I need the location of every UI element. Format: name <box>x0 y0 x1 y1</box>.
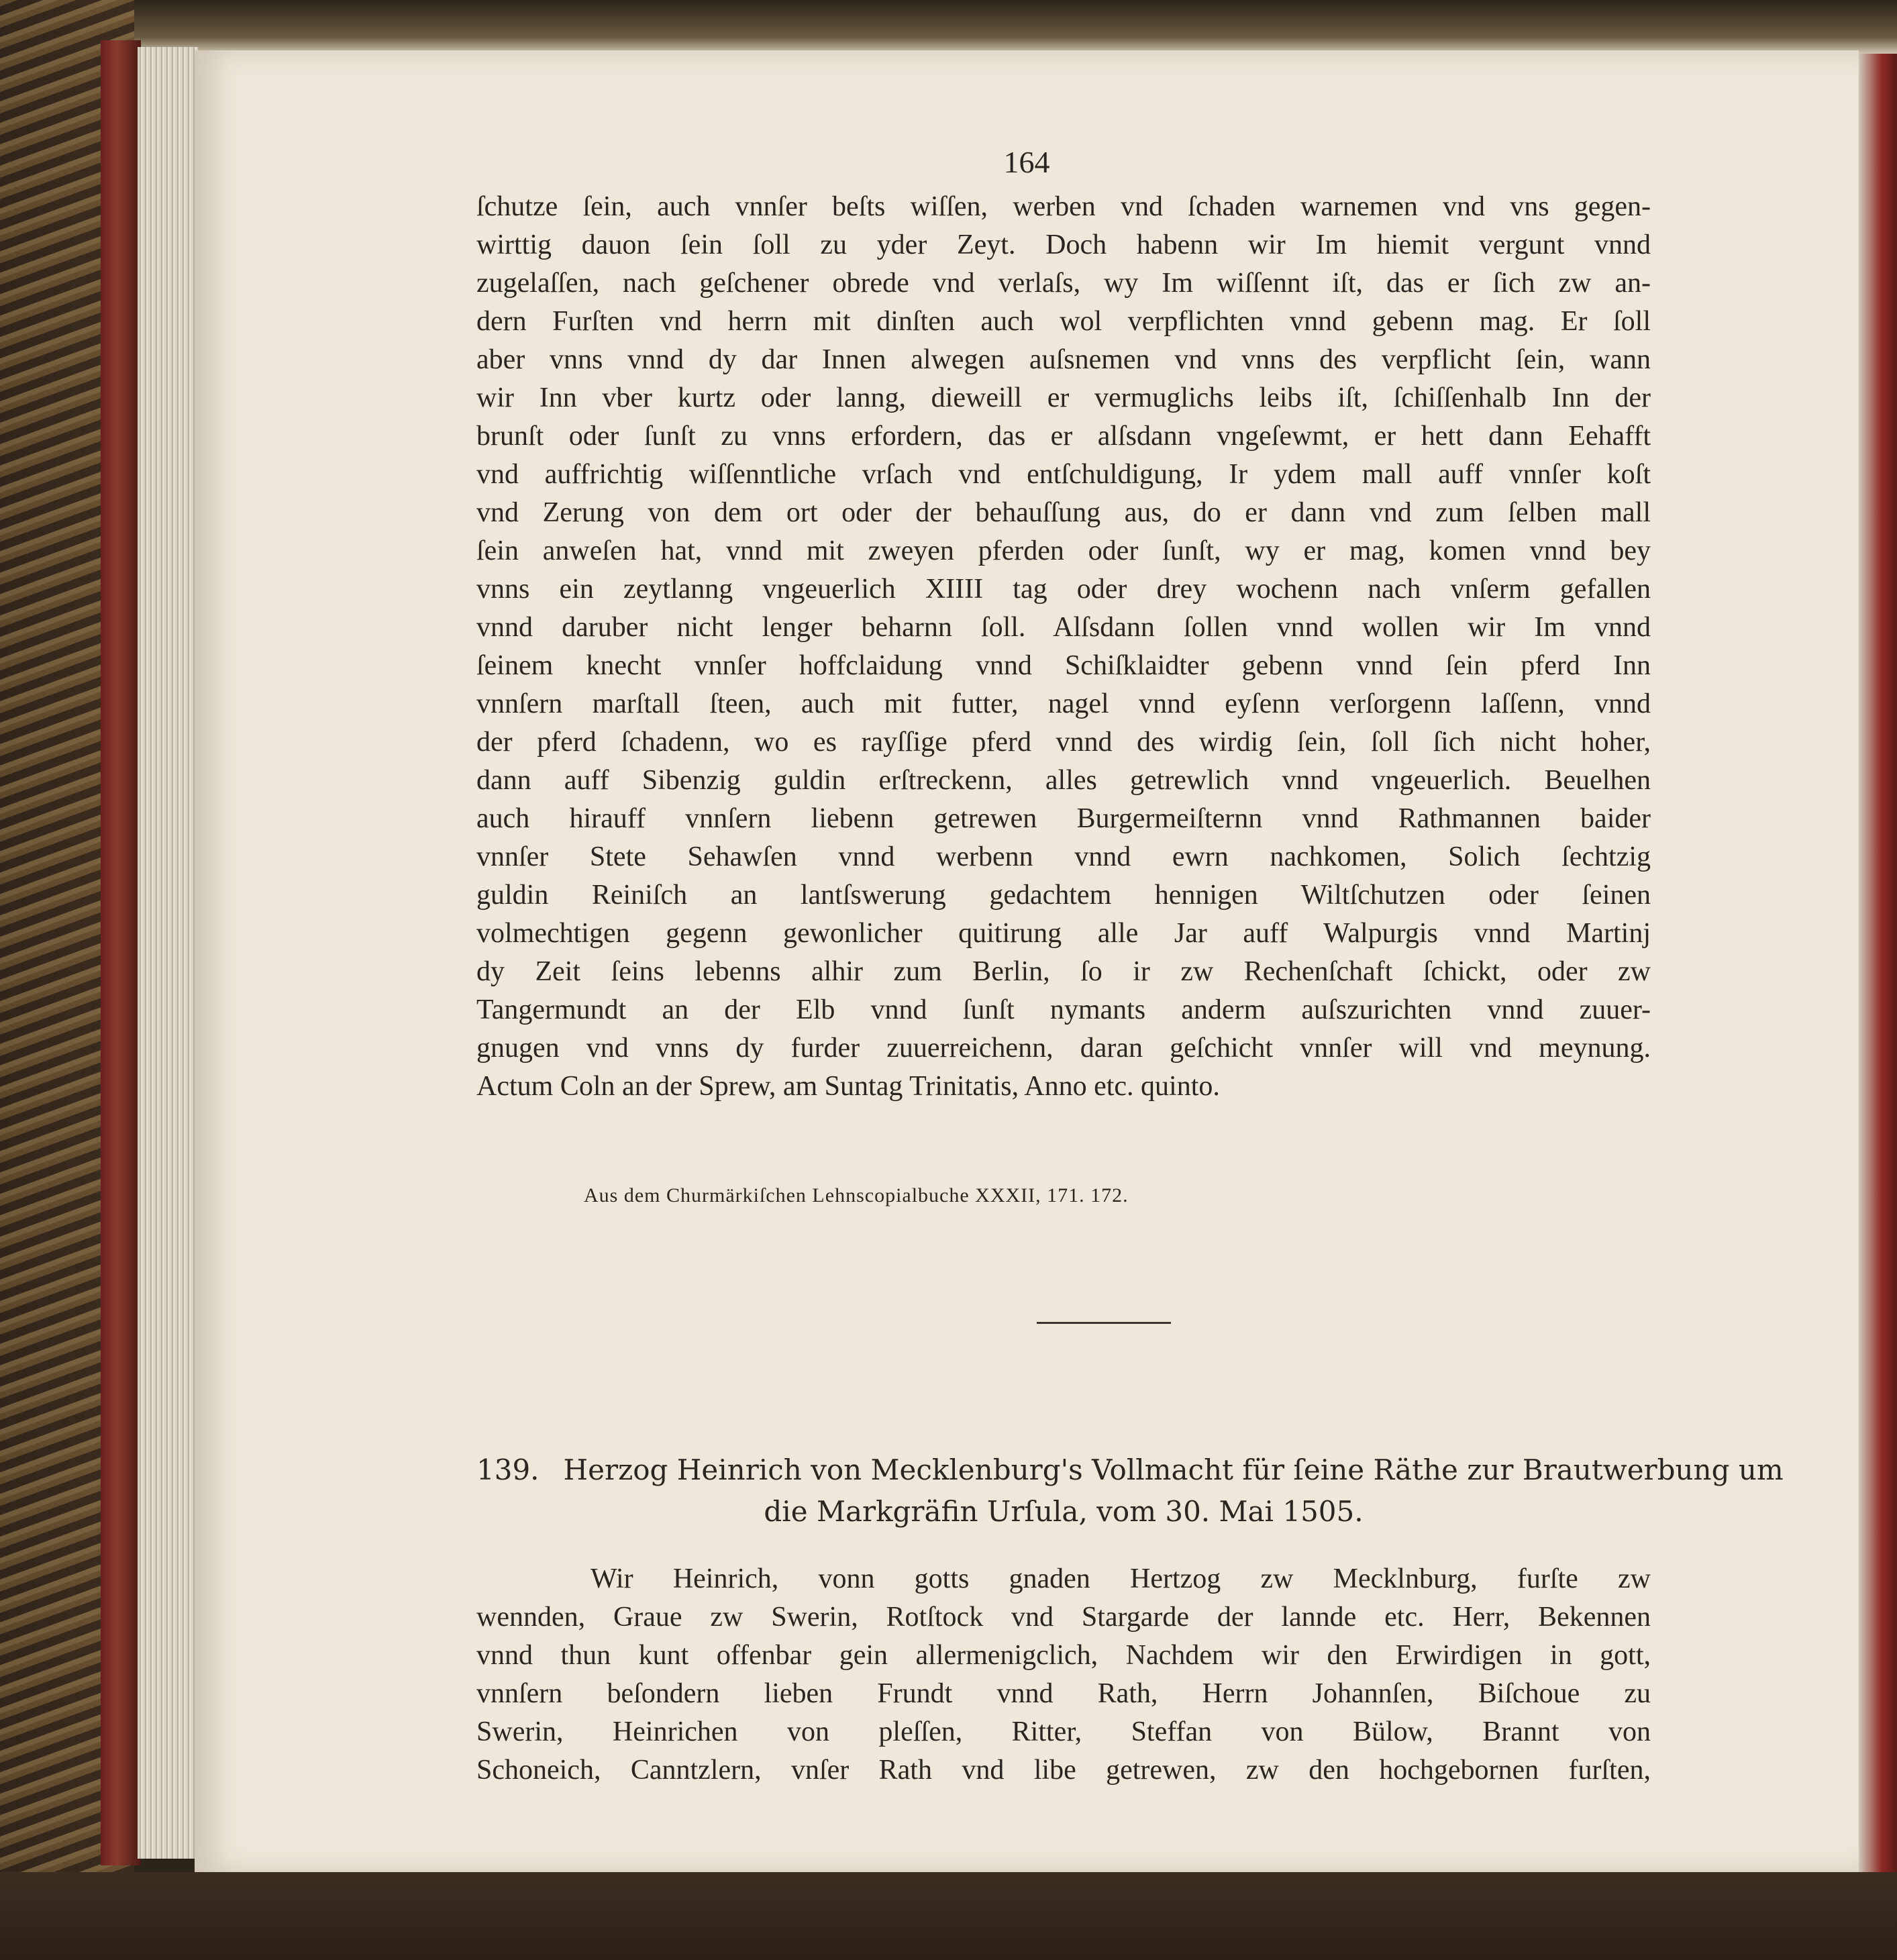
text-line: vnd Zerung von dem ort oder der behauſſung aus, do er dann vnd zum ſelben mall <box>476 497 1651 528</box>
source-citation: Aus dem Churmärkiſchen Lehnscopialbuche XXXII, 171. 172. <box>584 1184 1129 1206</box>
text-line: Actum Coln an der Sprew, am Suntag Trinitatis, Anno etc. quinto. <box>476 1071 1220 1102</box>
text-line: vnnd thun kunt offenbar gein allermenigclich, Nachdem wir den Erwirdigen in gott, <box>476 1640 1651 1671</box>
text-line: wennden, Graue zw Swerin, Rotſtock vnd Stargarde der lannde etc. Herr, Bekennen <box>476 1602 1651 1633</box>
text-line: wirttig dauon ſein ſoll zu yder Zeyt. Doch habenn wir Im hiemit vergunt vnnd <box>476 229 1651 260</box>
text-line: vnnſern marſtall ſteen, auch mit futter, nagel vnnd eyſenn verſorgenn laſſenn, vnnd <box>476 688 1651 719</box>
text-line: guldin Reiniſch an lantſswerung gedachtem hennigen Wiltſchutzen oder ſeinen <box>476 880 1651 911</box>
page-block-edges <box>138 47 198 1859</box>
text-line: ſein anweſen hat, vnnd mit zweyen pferden oder ſunſt, wy er mag, komen vnnd bey <box>476 535 1651 566</box>
right-page-stack <box>1859 54 1897 1879</box>
text-line: ſeinem knecht vnnſer hoffclaidung vnnd Schiſklaidter gebenn vnnd ſein pferd Inn <box>476 650 1651 681</box>
text-line: aber vnns vnnd dy dar Innen alwegen auſsnemen vnd vnns des verpflicht ſein, wann <box>476 344 1651 375</box>
book-bottom-edge <box>0 1872 1897 1960</box>
book-top-edge <box>101 0 1897 54</box>
text-line: vnd auffrichtig wiſſenntliche vrſach vnd entſchuldigung, Ir ydem mall auff vnnſer koſt <box>476 459 1651 490</box>
paragraph-1 <box>476 188 1651 1106</box>
book-spine-leather <box>101 40 141 1865</box>
text-line: dann auff Sibenzig guldin erſtreckenn, alles getrewlich vnnd vngeuerlich. Beuelhen <box>476 765 1651 796</box>
text-line: vnnſern beſondern lieben Frundt vnnd Rath, Herrn Johannſen, Biſchoue zu <box>476 1678 1651 1709</box>
page-number: 164 <box>1003 145 1050 179</box>
book-page <box>195 50 1859 1872</box>
text-line: Tangermundt an der Elb vnnd ſunſt nymants anderm auſszurichten vnnd zuuer- <box>476 994 1651 1025</box>
text-line: vnnd daruber nicht lenger beharnn ſoll. Alſsdann ſollen vnnd wollen wir Im vnnd <box>476 612 1651 643</box>
heading-line-2: die Markgräfin Urſula, vom 30. Mai 1505. <box>764 1495 1364 1528</box>
document-number: 139. <box>476 1453 540 1486</box>
text-line: wir Inn vber kurtz oder lanng, dieweill er vermuglichs leibs iſt, ſchiſſenhalb Inn der <box>476 382 1651 413</box>
text-line: auch hirauff vnnſern liebenn getrewen Burgermeiſternn vnnd Rathmannen baider <box>476 803 1651 834</box>
text-line: gnugen vnd vnns dy furder zuuerreichenn, daran geſchicht vnnſer will vnd meynung. <box>476 1033 1651 1064</box>
text-line: Schoneich, Canntzlern, vnſer Rath vnd libe getrewen, zw den hochgebornen furſten, <box>476 1755 1651 1786</box>
text-line: vnns ein zeytlanng vngeuerlich XIIII tag oder drey wochenn nach vnſerm gefallen <box>476 574 1651 605</box>
text-line: dern Furſten vnd herrn mit dinſten auch wol verpflichten vnnd gebenn mag. Er ſoll <box>476 306 1651 337</box>
text-line: Swerin, Heinrichen von pleſſen, Ritter, Steffan von Bülow, Brannt von <box>476 1716 1651 1747</box>
text-line: ſchutze ſein, auch vnnſer beſts wiſſen, werben vnd ſchaden warnemen vnd vns gegen- <box>476 191 1651 222</box>
section-divider <box>1037 1322 1171 1324</box>
text-line: vnnſer Stete Sehawſen vnnd werbenn vnnd ewrn nachkomen, Solich ſechtzig <box>476 841 1651 872</box>
text-line: volmechtigen gegenn gewonlicher quitirung alle Jar auff Walpurgis vnnd Martinj <box>476 918 1651 949</box>
text-line: Wir Heinrich, vonn gotts gnaden Hertzog zw Mecklnburg, furſte zw <box>591 1563 1651 1594</box>
heading-line-1 <box>476 1449 1784 1491</box>
text-line: zugelaſſen, nach geſchener obrede vnd verlaſs, wy Im wiſſennt iſt, das er ſich zw an- <box>476 268 1651 299</box>
text-line: dy Zeit ſeins lebenns alhir zum Berlin, ſo ir zw Rechenſchaft ſchickt, oder zw <box>476 956 1651 987</box>
text-line: der pferd ſchadenn, wo es rayſſige pferd vnnd des wirdig ſein, ſoll ſich nicht hoher, <box>476 727 1651 758</box>
paragraph-2 <box>476 1560 1651 1790</box>
text-line: brunſt oder ſunſt zu vnns erfordern, das er alſsdann vngeſewmt, er hett dann Eehafft <box>476 421 1651 452</box>
heading-text-1: Herzog Heinrich von Mecklenburg's Vollmacht für ſeine Räthe zur Brautwerbung um <box>563 1453 1784 1486</box>
document-heading <box>476 1449 1784 1533</box>
